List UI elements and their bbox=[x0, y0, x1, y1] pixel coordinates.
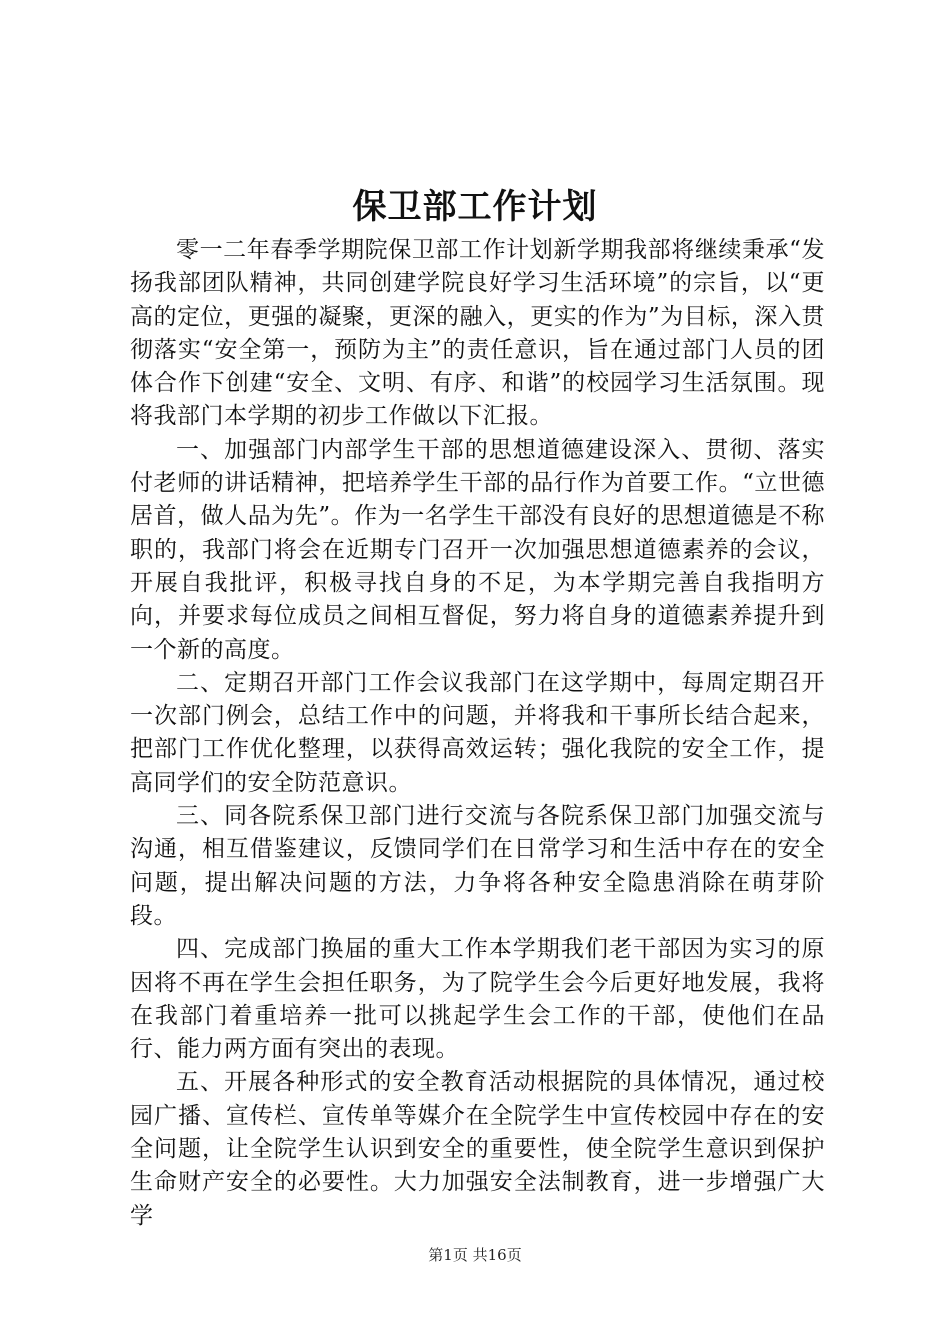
document-body bbox=[130, 234, 825, 1233]
paragraph-section-1: 一、加强部门内部学生干部的思想道德建设深入、贯彻、落实付老师的讲话精神，把培养学生干部的品行作为首要工作。“立世德居首，做人品为先”。作为一名学生干部没有良好的思想道德是不称职的，我部门将会在近期专门召开一次加强思想道德素养的会议，开展自我批评，积极寻找自身的不足，为本学期完善自我指明方向，并要求每位成员之间相互督促，努力将自身的道德素养提升到一个新的高度。 bbox=[130, 436, 825, 663]
paragraph-intro: 零一二年春季学期院保卫部工作计划新学期我部将继续秉承“发扬我部团队精神，共同创建学院良好学习生活环境”的宗旨，以“更高的定位，更强的凝聚，更深的融入，更实的作为”为目标，深入贯彻落实“安全第一，预防为主”的责任意识，旨在通过部门人员的团体合作下创建“安全、文明、有序、和谐”的校园学习生活氛围。现将我部门本学期的初步工作做以下汇报。 bbox=[130, 237, 825, 430]
page-number-footer: 第1页 共16页 bbox=[428, 1246, 522, 1264]
document-title: 保卫部工作计划 bbox=[352, 187, 598, 227]
paragraph-section-4: 四、完成部门换届的重大工作本学期我们老干部因为实习的原因将不再在学生会担任职务，为了院学生会今后更好地发展，我将在我部门着重培养一批可以挑起学生会工作的干部，使他们在品行、能力两方面有突出的表现。 bbox=[130, 936, 825, 1063]
paragraph-section-3: 三、同各院系保卫部门进行交流与各院系保卫部门加强交流与沟通，相互借鉴建议，反馈同学们在日常学习和生活中存在的安全问题，提出解决问题的方法，力争将各种安全隐患消除在萌芽阶段。 bbox=[130, 803, 825, 929]
paragraph-section-2: 二、定期召开部门工作会议我部门在这学期中，每周定期召开一次部门例会，总结工作中的问题，并将我和干事所长结合起来，把部门工作优化整理，以获得高效运转；强化我院的安全工作，提高同学们的安全防范意识。 bbox=[130, 669, 825, 796]
paragraph-section-5: 五、开展各种形式的安全教育活动根据院的具体情况，通过校园广播、宣传栏、宣传单等媒介在全院学生中宣传校园中存在的安全问题，让全院学生认识到安全的重要性，使全院学生意识到保护生命财产安全的必要性。大力加强安全法制教育，进一步增强广大学 bbox=[130, 1069, 825, 1229]
